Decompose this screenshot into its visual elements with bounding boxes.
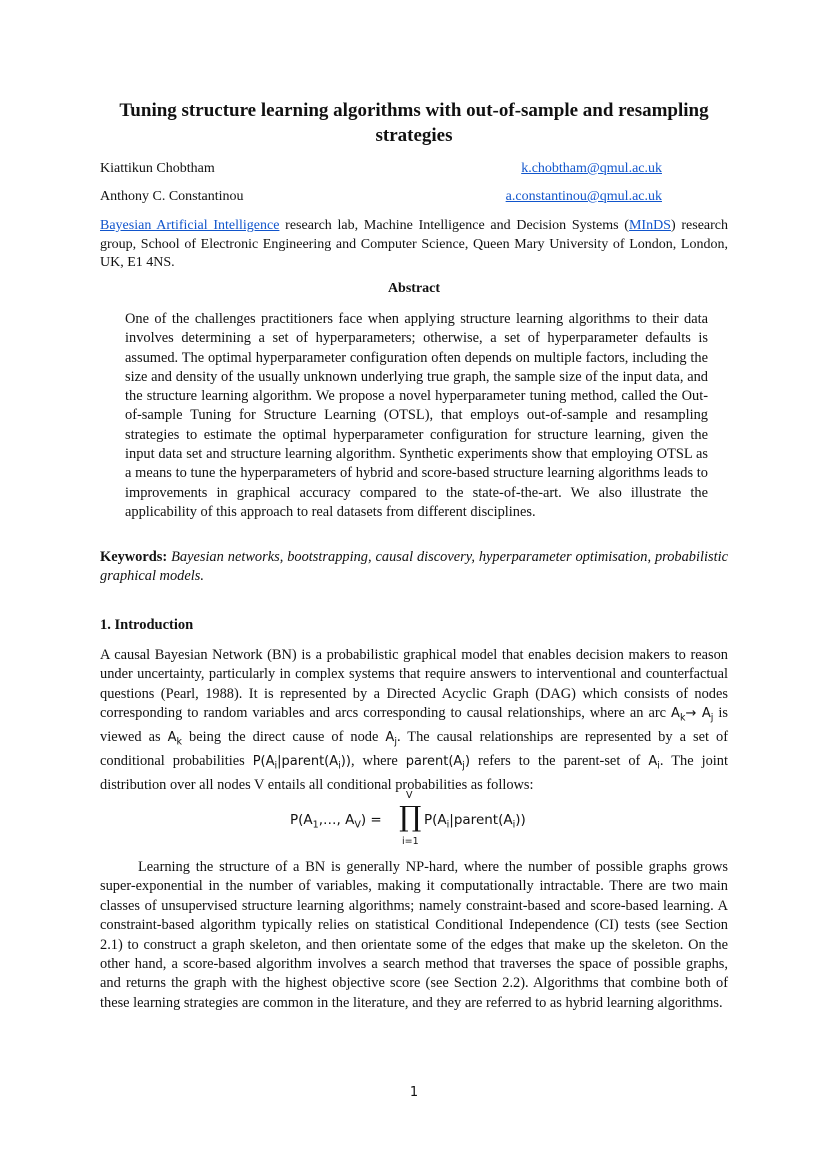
abstract-heading: Abstract xyxy=(387,281,441,296)
equation-lhs: $P(A_1,\dots$, $A_V$) = xyxy=(290,812,382,831)
affiliation-text: research lab, Machine Intelligence and Decision Systems ( xyxy=(279,218,629,233)
product-symbol: ∏ xyxy=(399,800,422,833)
product-upper-limit: V xyxy=(406,790,413,801)
text-run: A causal Bayesian Network (BN) is a probabilistic graphical model that enables decision makers to reason under uncertainty, particularly in complex systems that require answers to interventional and counterfactual questions (Pearl, 1988). It is represented by a Directed Acyclic Graph (DAG) which consists of nodes corresponding to random variables and arcs corresponding to causal relationships, where an arc xyxy=(100,647,728,722)
text-run: , where xyxy=(350,753,406,770)
text-run: . The causal relationships are represented by a set of conditional probabilities xyxy=(100,729,728,770)
text-run: . The joint distribution over all nodes V entails all conditional probabilities as follows: xyxy=(100,753,728,794)
math-ak: $A_k$ xyxy=(167,730,183,748)
math-aj: $A_j$ xyxy=(385,730,397,748)
keywords-label: Keywords: xyxy=(100,549,168,565)
paper-title: Tuning structure learning algorithms with out-of-sample and resampling strategies xyxy=(119,100,709,146)
affiliation-text: ) research group, School of Electronic Engineering and Computer Science, Queen Mary University of London, London, UK, E1 4NS. xyxy=(100,218,728,270)
author-row-2 xyxy=(100,188,662,206)
abstract-body: One of the challenges practitioners face when applying structure learning algorithms to their data involves determining a set of hyperparameters; otherwise, a set of hyperparameter defaults is assumed. The optimal hyperparameter configuration often depends on multiple factors, including the size and density of the usually unknown underlying true graph, the sample size of the input data, and the structure learning algorithm. We propose a novel hyperparameter tuning method, called the Out-of-sample Tuning for Structure Learning (OTSL), that employs out-of-sample and resampling strategies to estimate the optimal hyperparameter configuration for structure learning, given the input data set and structure learning algorithm. Synthetic experiments show that employing OTSL as a means to tune the hyperparameters of hybrid and score-based structure learning algorithms leads to improvements in graphical accuracy compared to the state-of-the-art. We also illustrate the applicability of this approach to real datasets from different disciplines. xyxy=(125,311,708,520)
affiliation xyxy=(100,217,728,273)
page-number: 1 xyxy=(409,1085,419,1100)
math-ai: $A_i$ xyxy=(648,754,660,772)
text-run: being the direct cause of node xyxy=(182,729,386,746)
math-arc: $A_k\to A_j$ xyxy=(671,706,714,724)
product-lower-limit: i=1 xyxy=(402,836,419,847)
group-link[interactable]: MInDS xyxy=(628,218,671,233)
equation-rhs: $P(A_i|parent(A_i))$ xyxy=(424,812,526,831)
author-email-link[interactable]: a.constantinou@qmul.ac.uk xyxy=(505,189,662,204)
text-run: is viewed as xyxy=(100,705,729,746)
lab-link[interactable]: Bayesian Artificial Intelligence xyxy=(100,218,280,233)
intro-paragraph-2: Learning the structure of a BN is generally NP-hard, where the number of possible graphs grows super-exponential in the number of variables, making it computationally intractable. There are two main classes of unsupervised structure learning algorithms; namely constraint-based and score-based learning. A constraint-based algorithm typically relies on statistical Conditional Independence (CI) tests (see Section 2.1) to construct a graph skeleton, and then orientate some of the edges that make up the skeleton. On the other hand, a score-based algorithm involves a search method that traverses the space of possible graphs, and returns the graph with the highest objective score (see Section 2.2). Algorithms that combine both of these learning strategies are common in the literature, and they are referred to as hybrid learning algorithms. xyxy=(100,859,728,1011)
math-parent: $parent(A_j)$ xyxy=(405,754,471,772)
author-name: Anthony C. Constantinou xyxy=(100,189,244,204)
keywords xyxy=(100,548,728,586)
section-heading: 1. Introduction xyxy=(100,617,194,633)
author-name: Kiattikun Chobtham xyxy=(100,161,215,176)
joint-distribution-equation xyxy=(290,790,550,850)
text-run: refers to the parent-set of xyxy=(470,753,649,770)
author-row-1 xyxy=(100,160,662,178)
keywords-text: Bayesian networks, bootstrapping, causal discovery, hyperparameter optimisation, probabilistic graphical models. xyxy=(100,549,728,584)
author-email-link[interactable]: k.chobtham@qmul.ac.uk xyxy=(521,161,662,176)
math-conditional: $P(A_i|parent(A_i))$ xyxy=(252,754,351,772)
intro-paragraph-1 xyxy=(100,646,728,796)
